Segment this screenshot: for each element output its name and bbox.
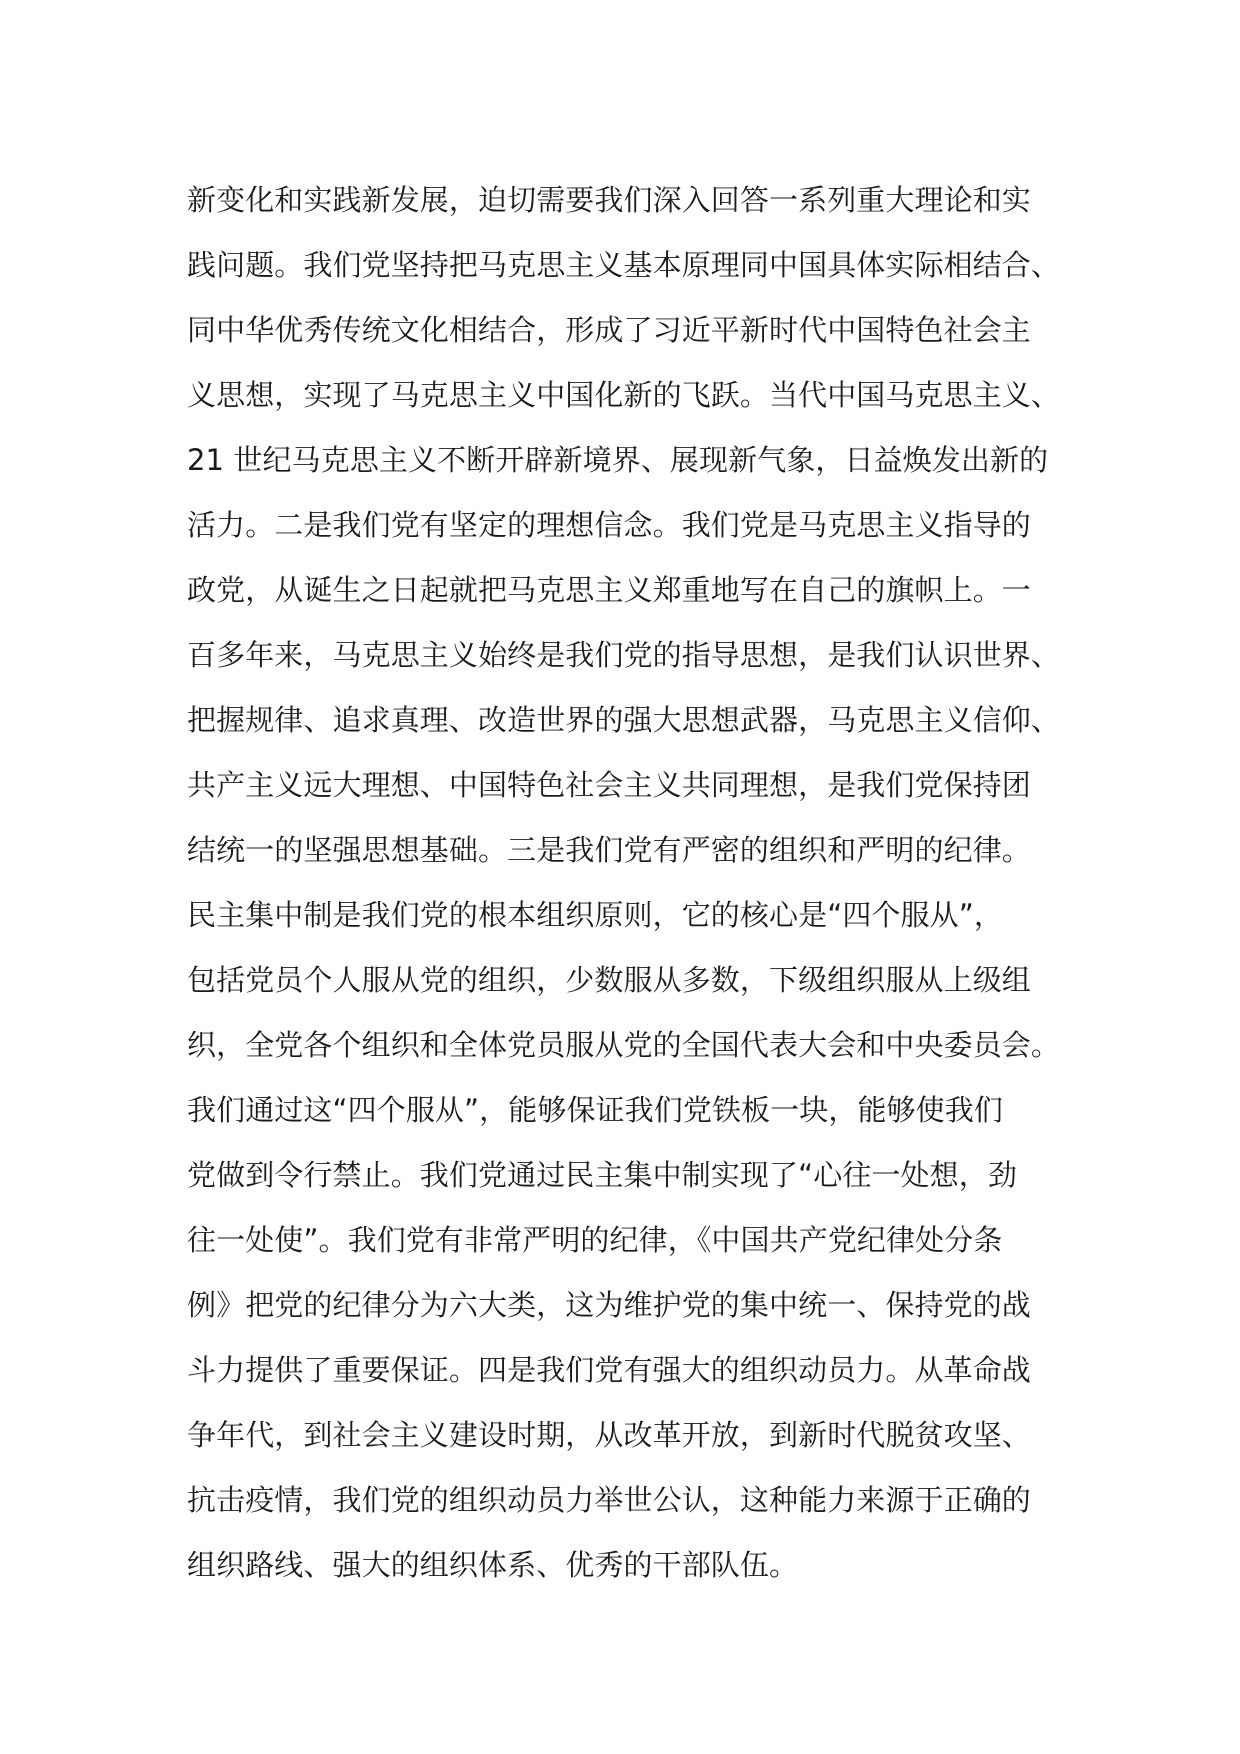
text-line: 践问题。我们党坚持把马克思主义基本原理同中国具体实际相结合、 [187,248,1061,282]
text-line: 例》把党的纪律分为六大类，这为维护党的集中统一、保持党的战 [187,1288,1031,1322]
text-line: 把握规律、追求真理、改造世界的强大思想武器，马克思主义信仰、 [187,703,1061,737]
text-line: 21 世纪马克思主义不断开辟新境界、展现新气象，日益焕发出新的 [187,443,1049,477]
text-line: 抗击疫情，我们党的组织动员力举世公认，这种能力来源于正确的 [187,1483,1031,1517]
text-line: 新变化和实践新发展，迫切需要我们深入回答一系列重大理论和实 [187,183,1031,217]
text-line: 组织路线、强大的组织体系、优秀的干部队伍。 [187,1548,799,1582]
text-line: 织，全党各个组织和全体党员服从党的全国代表大会和中央委员会。 [187,1028,1061,1062]
text-line: 结统一的坚强思想基础。三是我们党有严密的组织和严明的纪律。 [187,833,1031,867]
text-line: 我们通过这“四个服从”，能够保证我们党铁板一块，能够使我们 [187,1093,1003,1127]
text-line: 往一处使”。我们党有非常严明的纪律，《中国共产党纪律处分条 [187,1223,1003,1257]
text-line: 百多年来，马克思主义始终是我们党的指导思想，是我们认识世界、 [187,638,1061,672]
text-line: 政党，从诞生之日起就把马克思主义郑重地写在自己的旗帜上。一 [187,573,1031,607]
text-line: 斗力提供了重要保证。四是我们党有强大的组织动员力。从革命战 [187,1353,1031,1387]
text-line: 共产主义远大理想、中国特色社会主义共同理想，是我们党保持团 [187,768,1031,802]
body-text [187,168,1087,1598]
text-line: 活力。二是我们党有坚定的理想信念。我们党是马克思主义指导的 [187,508,1031,542]
text-line: 党做到令行禁止。我们党通过民主集中制实现了“心往一处想，劲 [187,1158,1017,1192]
text-line: 争年代，到社会主义建设时期，从改革开放，到新时代脱贫攻坚、 [187,1418,1031,1452]
text-line: 义思想，实现了马克思主义中国化新的飞跃。当代中国马克思主义、 [187,378,1061,412]
text-line: 包括党员个人服从党的组织，少数服从多数，下级组织服从上级组 [187,963,1031,997]
text-line: 民主集中制是我们党的根本组织原则，它的核心是“四个服从”， [187,898,1003,932]
text-line: 同中华优秀传统文化相结合，形成了习近平新时代中国特色社会主 [187,313,1031,347]
